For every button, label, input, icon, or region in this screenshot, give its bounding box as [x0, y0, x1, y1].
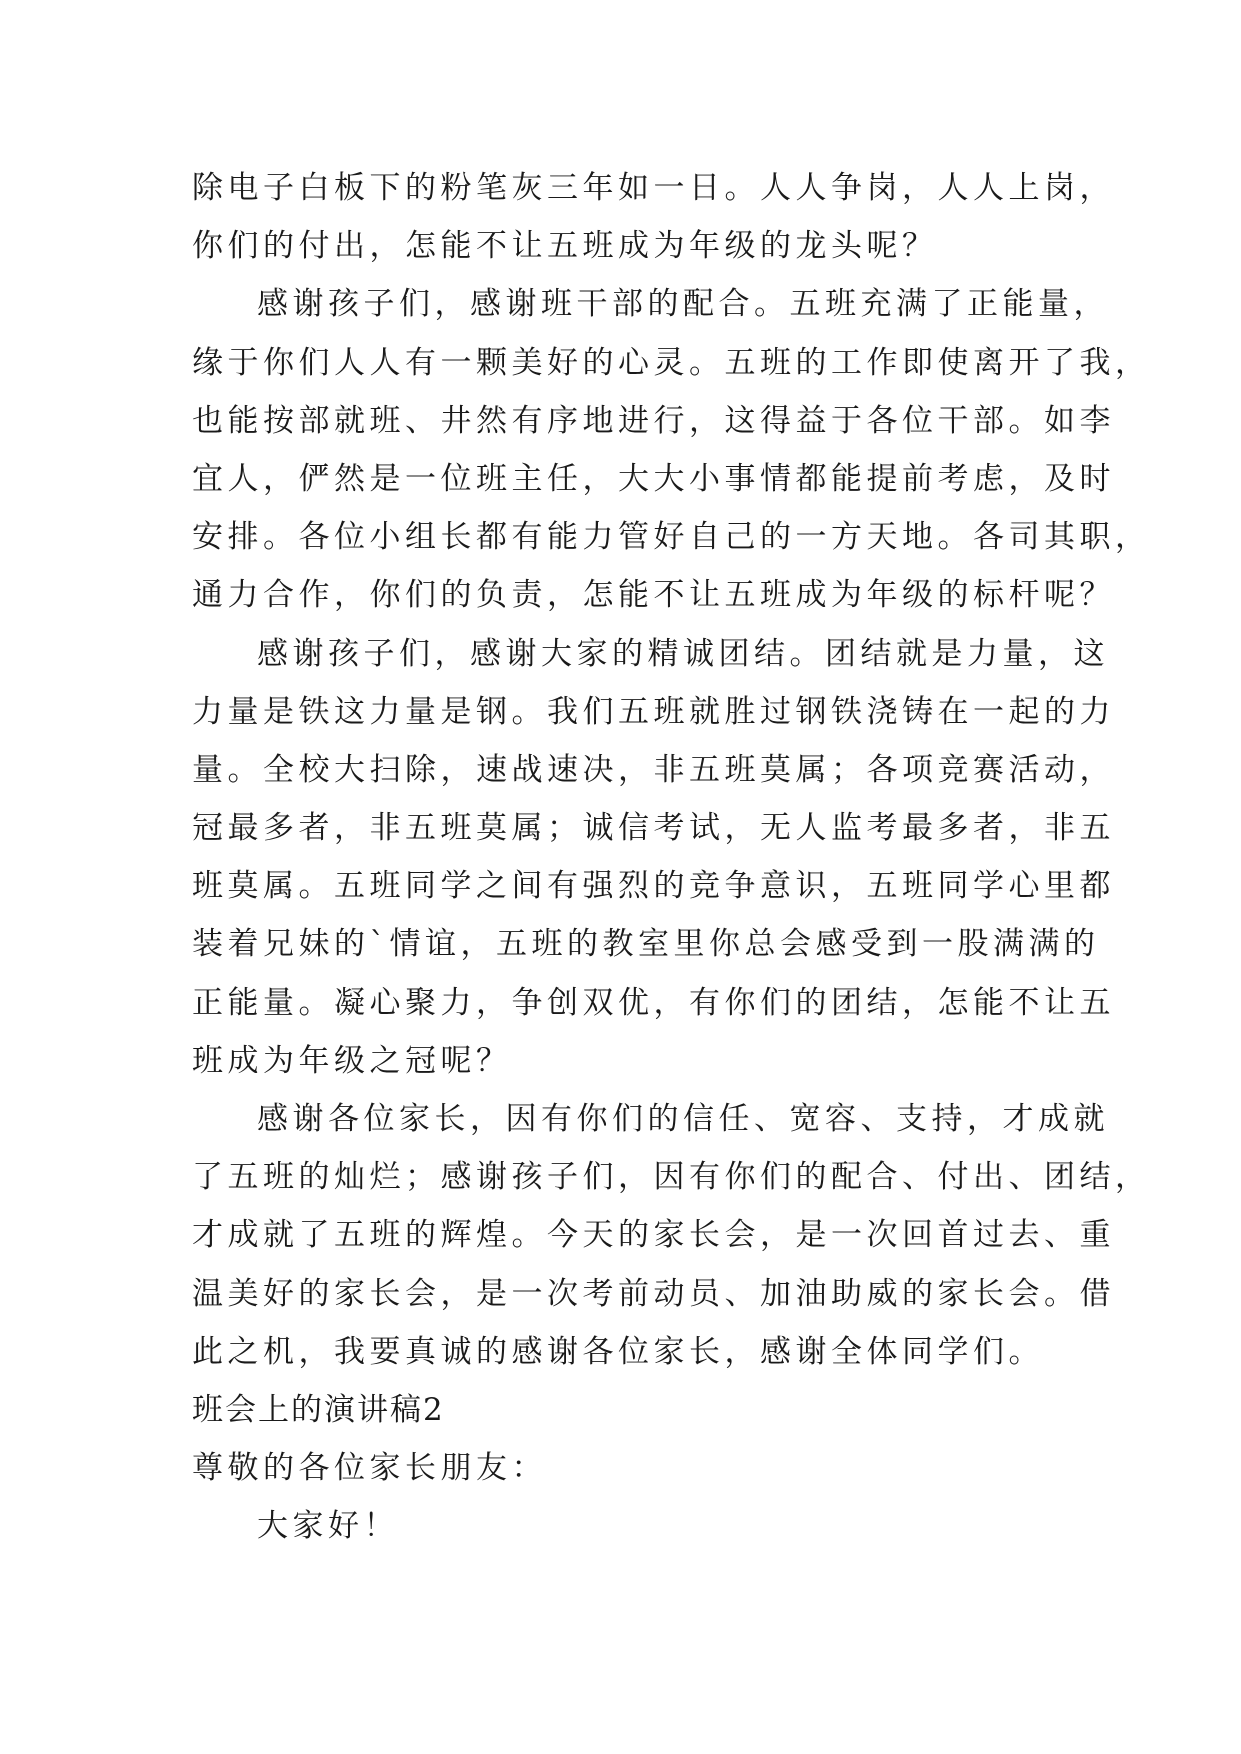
text-line: 了五班的灿烂；感谢孩子们，因有你们的配合、付出、团结， [192, 1159, 1151, 1196]
document-body [192, 159, 1151, 1556]
paragraph-start-line: 感谢孩子们，感谢大家的精诚团结。团结就是力量，这 [257, 635, 1109, 672]
text-line: 班成为年级之冠呢？ [192, 1042, 512, 1079]
text-line: 班莫属。五班同学之间有强烈的竞争意识，五班同学心里都 [192, 868, 1115, 905]
greeting: 大家好！ [257, 1508, 399, 1545]
text-line: 你们的付出，怎能不让五班成为年级的龙头呢？ [192, 228, 938, 265]
text-line: 温美好的家长会，是一次考前动员、加油助威的家长会。借 [192, 1275, 1115, 1312]
paragraph-start-line: 感谢各位家长，因有你们的信任、宽容、支持，才成就 [257, 1101, 1109, 1137]
text-line: 也能按部就班、井然有序地进行，这得益于各位干部。如李 [192, 402, 1115, 439]
text-line: 宜人，俨然是一位班主任，大大小事情都能提前考虑，及时 [192, 460, 1115, 497]
text-line: 通力合作，你们的负责，怎能不让五班成为年级的标杆呢？ [192, 577, 1115, 614]
text-line: 才成就了五班的辉煌。今天的家长会，是一次回首过去、重 [192, 1217, 1115, 1254]
text-line: 装着兄妹的`情谊，五班的教室里你总会感受到一股满满的 [192, 926, 1100, 963]
paragraph-start-line: 感谢孩子们，感谢班干部的配合。五班充满了正能量， [257, 286, 1109, 323]
text-line: 安排。各位小组长都有能力管好自己的一方天地。各司其职， [192, 519, 1151, 556]
text-line: 冠最多者，非五班莫属；诚信考试，无人监考最多者，非五 [192, 810, 1115, 847]
text-line: 正能量。凝心聚力，争创双优，有你们的团结，怎能不让五 [192, 984, 1115, 1021]
section-title: 班会上的演讲稿2 [192, 1391, 445, 1428]
text-line: 量。全校大扫除，速战速决，非五班莫属；各项竞赛活动， [192, 751, 1115, 788]
salutation: 尊敬的各位家长朋友： [192, 1450, 547, 1487]
text-line: 力量是铁这力量是钢。我们五班就胜过钢铁浇铸在一起的力 [192, 693, 1115, 730]
text-line: 此之机，我要真诚的感谢各位家长，感谢全体同学们。 [192, 1333, 1044, 1370]
text-line: 缘于你们人人有一颗美好的心灵。五班的工作即使离开了我， [192, 344, 1151, 381]
text-line: 除电子白板下的粉笔灰三年如一日。人人争岗，人人上岗， [192, 170, 1115, 206]
